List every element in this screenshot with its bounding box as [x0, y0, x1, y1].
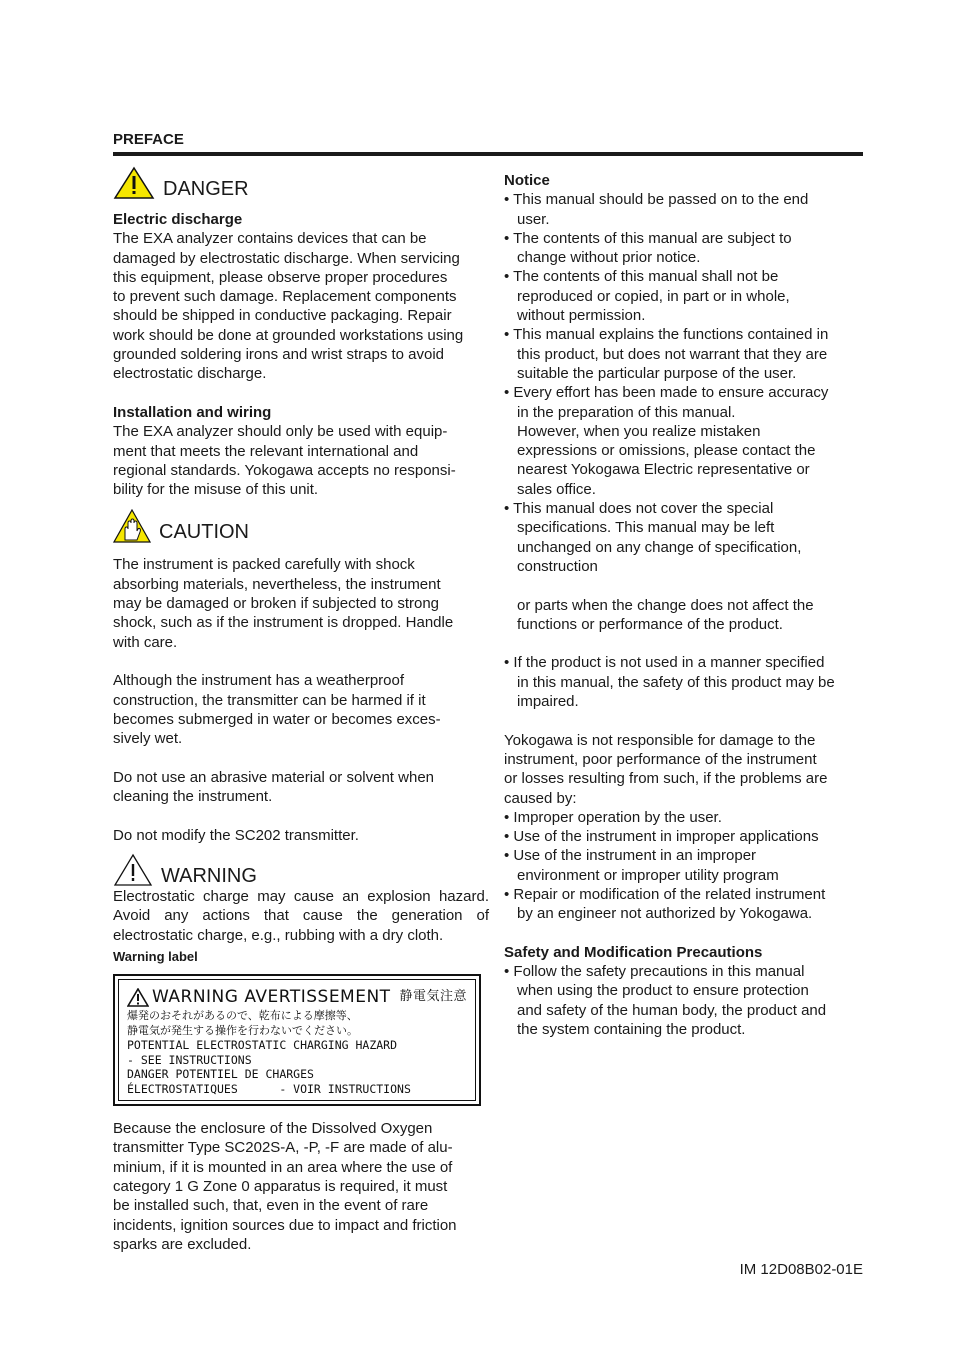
- safety-heading: Safety and Modification Precautions: [504, 943, 763, 961]
- text-line: suitable the particular purpose of the user.: [517, 364, 797, 382]
- text-line: cleaning the instrument.: [113, 788, 273, 806]
- text-line: Although the instrument has a weatherproof: [113, 672, 405, 690]
- notice-item: [504, 229, 866, 268]
- warning-heading: [113, 853, 489, 887]
- text-line: instrument, poor performance of the instrument: [504, 750, 817, 768]
- usage-item: [504, 653, 866, 711]
- text-line: sales office.: [517, 480, 596, 498]
- text-line: be installed such, that, even in the event of rare: [113, 1197, 429, 1215]
- danger-label: DANGER: [163, 178, 249, 200]
- text-line: Yokogawa is not responsible for damage to the: [504, 731, 816, 749]
- notice-item: [504, 190, 866, 229]
- text-line: or losses resulting from such, if the problems are: [504, 770, 828, 788]
- warning-text: Electrostatic charge may cause an explosion hazard. Avoid any actions that cause the generation of electrostatic charge, e.g., rubbing with a dry cloth.: [113, 887, 489, 944]
- right-column: [504, 171, 866, 1039]
- caution-label: CAUTION: [159, 521, 249, 544]
- installation-heading: Installation and wiring: [113, 403, 272, 421]
- enclosure-text: [113, 1119, 489, 1254]
- text-line: The EXA analyzer contains devices that can be: [113, 230, 427, 248]
- text-line: bility for the misuse of this unit.: [113, 481, 319, 499]
- cause-item-cont: by an engineer not authorized by Yokogawa.: [517, 905, 813, 923]
- text-line: in this manual, the safety of this product may be: [517, 673, 835, 691]
- text-line: • This manual explains the functions contained in: [504, 326, 829, 344]
- sticker-en-line: - SEE INSTRUCTIONS: [127, 1052, 252, 1067]
- text-line: becomes submerged in water or becomes exces-: [113, 710, 441, 728]
- text-line: construction: [517, 557, 598, 575]
- text-line: • This manual does not cover the special: [504, 500, 774, 518]
- text-line: or parts when the change does not affect the: [517, 596, 814, 614]
- warning-sticker: [113, 974, 481, 1106]
- notice-heading: Notice: [504, 172, 550, 189]
- text-line: nearest Yokogawa Electric representative or: [517, 461, 810, 479]
- cause-item: • Use of the instrument in an improper: [504, 847, 757, 865]
- text-line: expressions or omissions, please contact the: [517, 442, 816, 460]
- danger-heading: [113, 166, 489, 200]
- causes-list: [504, 808, 866, 924]
- text-line: • The contents of this manual shall not be: [504, 268, 779, 286]
- text-line: functions or performance of the product.: [517, 615, 783, 633]
- sticker-jp-line: 爆発のおそれがあるので、乾布による摩擦等、: [127, 1009, 358, 1023]
- text-line: category 1 G Zone 0 apparatus is required, it must: [113, 1177, 448, 1195]
- text-line: • The contents of this manual are subject to: [504, 229, 792, 247]
- sticker-jp-line: 静電気が発生する操作を行わないでください。: [127, 1024, 358, 1038]
- text-line: without permission.: [517, 307, 646, 325]
- sticker-title: WARNING AVERTISSEMENT: [152, 987, 391, 1008]
- text-line: caused by:: [504, 789, 577, 807]
- section-title: PREFACE: [113, 131, 184, 148]
- text-line: • This manual should be passed on to the end: [504, 191, 809, 209]
- notice-item: [504, 383, 866, 499]
- text-line: Do not use an abrasive material or solvent when: [113, 768, 435, 786]
- safety-item: [504, 962, 866, 1039]
- text-line: grounded soldering irons and wrist straps to avoid: [113, 346, 445, 364]
- installation-text: [113, 422, 489, 499]
- text-line: damaged by electrostatic discharge. When servicing: [113, 249, 460, 267]
- text-line: when using the product to ensure protection: [517, 982, 809, 1000]
- text-line: absorbing materials, nevertheless, the instrument: [113, 575, 441, 593]
- text-line: impaired.: [517, 693, 579, 711]
- text-line: • Every effort has been made to ensure accuracy: [504, 384, 829, 402]
- warning-label-heading: Warning label: [113, 948, 198, 964]
- cause-item: • Improper operation by the user.: [504, 808, 722, 826]
- cause-item: • Repair or modification of the related instrument: [504, 885, 826, 903]
- text-line: and safety of the human body, the product and: [517, 1001, 827, 1019]
- text-line: sively wet.: [113, 730, 183, 748]
- text-line: minium, if it is mounted in an area where the use of: [113, 1158, 453, 1176]
- caution-paragraph-2: [113, 671, 489, 748]
- text-line: ment that meets the relevant international and: [113, 442, 419, 460]
- text-line: may be damaged or broken if subjected to strong: [113, 595, 440, 613]
- text-line: should be shipped in conductive packaging. Repair: [113, 307, 452, 325]
- caution-heading: [113, 509, 489, 543]
- text-line: Because the enclosure of the Dissolved Oxygen: [113, 1120, 433, 1138]
- sticker-header: [127, 986, 467, 1008]
- text-line: in the preparation of this manual.: [517, 403, 736, 421]
- sticker-title-jp: 静電気注意: [399, 989, 467, 1005]
- text-line: construction, the transmitter can be harmed if it: [113, 691, 426, 709]
- text-line: reproduced or copied, in part or in whole,: [517, 287, 790, 305]
- text-line: • Follow the safety precautions in this manual: [504, 963, 805, 981]
- caution-paragraph-4: Do not modify the SC202 transmitter.: [113, 826, 359, 844]
- text-line: sparks are excluded.: [113, 1235, 252, 1253]
- sticker-fr-line: ÉLECTROSTATIQUES - VOIR INSTRUCTIONS: [127, 1081, 411, 1096]
- warning-label: WARNING: [161, 864, 257, 887]
- text-line: The EXA analyzer should only be used with equip-: [113, 423, 448, 441]
- text-line: The instrument is packed carefully with shock: [113, 556, 415, 574]
- caution-hand-icon: [113, 509, 151, 543]
- warning-triangle-icon: [113, 853, 153, 887]
- text-line: electrostatic discharge.: [113, 365, 267, 383]
- cause-item: • Use of the instrument in improper applications: [504, 828, 819, 846]
- responsibility-text: [504, 731, 866, 808]
- text-line: with care.: [113, 633, 178, 651]
- text-line: incidents, ignition sources due to impact and friction: [113, 1216, 457, 1234]
- sticker-fr-line: DANGER POTENTIEL DE CHARGES: [127, 1067, 314, 1082]
- header-rule: [113, 152, 863, 156]
- text-line: to prevent such damage. Replacement components: [113, 288, 457, 306]
- electric-discharge-heading: Electric discharge: [113, 211, 243, 228]
- text-line: this equipment, please observe proper procedures: [113, 268, 448, 286]
- caution-paragraph-3: [113, 768, 489, 807]
- text-line: transmitter Type SC202S-A, -P, -F are made of alu-: [113, 1139, 453, 1157]
- danger-warning-triangle-icon: [113, 166, 155, 200]
- caution-paragraph-1: [113, 555, 489, 651]
- text-line: shock, such as if the instrument is dropped. Handle: [113, 614, 454, 632]
- sticker-en-line: POTENTIAL ELECTROSTATIC CHARGING HAZARD: [127, 1038, 398, 1053]
- left-column: [113, 166, 489, 1254]
- text-line: user.: [517, 210, 550, 228]
- electric-discharge-text: [113, 229, 489, 383]
- notice-item: [504, 499, 866, 634]
- text-line: However, when you realize mistaken: [517, 422, 761, 440]
- cause-item-cont: environment or improper utility program: [517, 866, 779, 884]
- warning-sticker-inner: [118, 979, 476, 1101]
- document-id: IM 12D08B02-01E: [739, 1261, 863, 1278]
- text-line: • If the product is not used in a manner specified: [504, 654, 825, 672]
- text-line: work should be done at grounded workstations using: [113, 326, 464, 344]
- sticker-warning-icon: [127, 988, 149, 1007]
- text-line: change without prior notice.: [517, 249, 701, 267]
- notice-item: [504, 325, 866, 383]
- text-line: specifications. This manual may be left: [517, 519, 775, 537]
- text-line: unchanged on any change of specification,: [517, 538, 802, 556]
- text-line: this product, but does not warrant that they are: [517, 345, 828, 363]
- text-line: the system containing the product.: [517, 1021, 746, 1039]
- notice-item: [504, 267, 866, 325]
- text-line: regional standards. Yokogawa accepts no responsi-: [113, 461, 456, 479]
